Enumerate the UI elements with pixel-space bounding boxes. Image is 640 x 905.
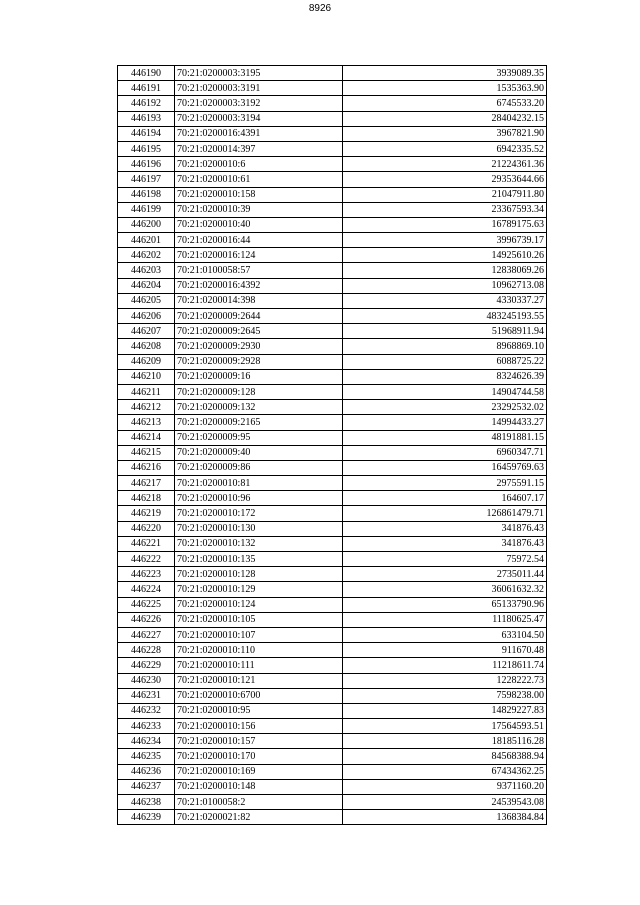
row-number-cell: 446204: [118, 278, 175, 293]
cadastral-number-cell: 70:21:0100058:57: [175, 263, 343, 278]
table-row: [118, 734, 547, 749]
cadastral-number-cell: 70:21:0200010:110: [175, 643, 343, 658]
cadastral-value-cell: 36061632.32: [343, 582, 547, 597]
row-number-cell: 446206: [118, 309, 175, 324]
table-row: [118, 202, 547, 217]
cadastral-number-cell: 70:21:0200010:121: [175, 673, 343, 688]
cadastral-value-cell: 1535363.90: [343, 81, 547, 96]
table-row: [118, 688, 547, 703]
row-number-cell: 446199: [118, 202, 175, 217]
row-number-cell: 446222: [118, 552, 175, 567]
row-number-cell: 446227: [118, 627, 175, 642]
row-number-cell: 446230: [118, 673, 175, 688]
cadastral-number-cell: 70:21:0200003:3194: [175, 111, 343, 126]
row-number-cell: 446221: [118, 536, 175, 551]
cadastral-number-cell: 70:21:0200010:95: [175, 703, 343, 718]
cadastral-number-cell: 70:21:0200010:130: [175, 521, 343, 536]
cadastral-number-cell: 70:21:0200009:2165: [175, 415, 343, 430]
cadastral-number-cell: 70:21:0200016:4392: [175, 278, 343, 293]
cadastral-number-cell: 70:21:0200010:61: [175, 172, 343, 187]
cadastral-value-cell: 2975591.15: [343, 476, 547, 491]
table-body: [118, 66, 547, 825]
cadastral-value-cell: 1228222.73: [343, 673, 547, 688]
table-row: [118, 354, 547, 369]
table-row: [118, 552, 547, 567]
cadastral-value-cell: 3967821.90: [343, 126, 547, 141]
table-row: [118, 81, 547, 96]
cadastral-number-cell: 70:21:0200003:3191: [175, 81, 343, 96]
row-number-cell: 446200: [118, 217, 175, 232]
cadastral-number-cell: 70:21:0200010:96: [175, 491, 343, 506]
cadastral-number-cell: 70:21:0200010:81: [175, 476, 343, 491]
row-number-cell: 446210: [118, 369, 175, 384]
row-number-cell: 446198: [118, 187, 175, 202]
table-row: [118, 187, 547, 202]
table-row: [118, 369, 547, 384]
cadastral-number-cell: 70:21:0200010:135: [175, 552, 343, 567]
row-number-cell: 446201: [118, 233, 175, 248]
row-number-cell: 446218: [118, 491, 175, 506]
row-number-cell: 446219: [118, 506, 175, 521]
cadastral-number-cell: 70:21:0200009:95: [175, 430, 343, 445]
table-row: [118, 597, 547, 612]
table-row: [118, 749, 547, 764]
cadastral-value-cell: 483245193.55: [343, 309, 547, 324]
row-number-cell: 446225: [118, 597, 175, 612]
cadastral-value-cell: 21047911.80: [343, 187, 547, 202]
table-row: [118, 673, 547, 688]
cadastral-value-cell: 48191881.15: [343, 430, 547, 445]
table-row: [118, 627, 547, 642]
cadastral-number-cell: 70:21:0200009:2928: [175, 354, 343, 369]
row-number-cell: 446223: [118, 567, 175, 582]
cadastral-value-cell: 6942335.52: [343, 141, 547, 156]
table-row: [118, 476, 547, 491]
row-number-cell: 446229: [118, 658, 175, 673]
table-row: [118, 141, 547, 156]
cadastral-value-cell: 8324626.39: [343, 369, 547, 384]
table-row: [118, 217, 547, 232]
table-row: [118, 339, 547, 354]
row-number-cell: 446226: [118, 612, 175, 627]
table-row: [118, 430, 547, 445]
table-row: [118, 445, 547, 460]
row-number-cell: 446237: [118, 779, 175, 794]
cadastral-value-cell: 24539543.08: [343, 795, 547, 810]
cadastral-number-cell: 70:21:0200010:172: [175, 506, 343, 521]
cadastral-number-cell: 70:21:0200010:169: [175, 764, 343, 779]
row-number-cell: 446224: [118, 582, 175, 597]
table-row: [118, 96, 547, 111]
table-row: [118, 506, 547, 521]
table-row: [118, 567, 547, 582]
cadastral-number-cell: 70:21:0200010:6: [175, 157, 343, 172]
cadastral-number-cell: 70:21:0200009:2644: [175, 309, 343, 324]
cadastral-value-cell: 21224361.36: [343, 157, 547, 172]
row-number-cell: 446195: [118, 141, 175, 156]
table-row: [118, 384, 547, 399]
cadastral-value-cell: 8968869.10: [343, 339, 547, 354]
cadastral-number-cell: 70:21:0200016:44: [175, 233, 343, 248]
table-row: [118, 400, 547, 415]
cadastral-value-cell: 341876.43: [343, 536, 547, 551]
row-number-cell: 446236: [118, 764, 175, 779]
row-number-cell: 446192: [118, 96, 175, 111]
cadastral-value-cell: 9371160.20: [343, 779, 547, 794]
table-row: [118, 293, 547, 308]
table-row: [118, 278, 547, 293]
table-row: [118, 66, 547, 81]
row-number-cell: 446203: [118, 263, 175, 278]
table-row: [118, 582, 547, 597]
row-number-cell: 446231: [118, 688, 175, 703]
row-number-cell: 446207: [118, 324, 175, 339]
cadastral-number-cell: 70:21:0200009:2930: [175, 339, 343, 354]
cadastral-number-cell: 70:21:0200009:40: [175, 445, 343, 460]
cadastral-value-cell: 14904744.58: [343, 384, 547, 399]
cadastral-value-cell: 1368384.84: [343, 810, 547, 825]
table-row: [118, 779, 547, 794]
cadastral-number-cell: 70:21:0200010:6700: [175, 688, 343, 703]
cadastral-value-cell: 14829227.83: [343, 703, 547, 718]
cadastral-number-cell: 70:21:0200010:107: [175, 627, 343, 642]
cadastral-value-cell: 14994433.27: [343, 415, 547, 430]
table-row: [118, 415, 547, 430]
cadastral-value-cell: 12838069.26: [343, 263, 547, 278]
cadastral-value-cell: 16459769.63: [343, 460, 547, 475]
row-number-cell: 446205: [118, 293, 175, 308]
row-number-cell: 446212: [118, 400, 175, 415]
row-number-cell: 446234: [118, 734, 175, 749]
cadastral-value-cell: 4330337.27: [343, 293, 547, 308]
cadastral-number-cell: 70:21:0200010:157: [175, 734, 343, 749]
cadastral-value-cell: 67434362.25: [343, 764, 547, 779]
table-row: [118, 248, 547, 263]
table-row: [118, 643, 547, 658]
cadastral-value-cell: 17564593.51: [343, 719, 547, 734]
cadastral-number-cell: 70:21:0100058:2: [175, 795, 343, 810]
cadastral-number-cell: 70:21:0200009:2645: [175, 324, 343, 339]
cadastral-number-cell: 70:21:0200010:132: [175, 536, 343, 551]
table-row: [118, 491, 547, 506]
cadastral-value-cell: 51968911.94: [343, 324, 547, 339]
cadastral-value-cell: 3996739.17: [343, 233, 547, 248]
cadastral-number-cell: 70:21:0200010:129: [175, 582, 343, 597]
cadastral-value-cell: 126861479.71: [343, 506, 547, 521]
row-number-cell: 446228: [118, 643, 175, 658]
cadastral-value-cell: 633104.50: [343, 627, 547, 642]
table-row: [118, 703, 547, 718]
cadastral-number-cell: 70:21:0200010:170: [175, 749, 343, 764]
row-number-cell: 446194: [118, 126, 175, 141]
cadastral-value-cell: 23292532.02: [343, 400, 547, 415]
table-row: [118, 172, 547, 187]
cadastral-number-cell: 70:21:0200009:16: [175, 369, 343, 384]
table-row: [118, 719, 547, 734]
row-number-cell: 446196: [118, 157, 175, 172]
cadastral-value-cell: 29353644.66: [343, 172, 547, 187]
row-number-cell: 446216: [118, 460, 175, 475]
cadastral-number-cell: 70:21:0200016:124: [175, 248, 343, 263]
cadastral-number-cell: 70:21:0200009:86: [175, 460, 343, 475]
row-number-cell: 446239: [118, 810, 175, 825]
cadastral-value-cell: 2735011.44: [343, 567, 547, 582]
cadastral-value-cell: 84568388.94: [343, 749, 547, 764]
cadastral-number-cell: 70:21:0200014:397: [175, 141, 343, 156]
table-row: [118, 612, 547, 627]
cadastral-number-cell: 70:21:0200010:148: [175, 779, 343, 794]
row-number-cell: 446238: [118, 795, 175, 810]
cadastral-value-cell: 10962713.08: [343, 278, 547, 293]
cadastral-value-cell: 11218611.74: [343, 658, 547, 673]
cadastral-value-cell: 164607.17: [343, 491, 547, 506]
cadastral-value-cell: 6960347.71: [343, 445, 547, 460]
row-number-cell: 446235: [118, 749, 175, 764]
cadastral-number-cell: 70:21:0200021:82: [175, 810, 343, 825]
cadastral-number-cell: 70:21:0200010:40: [175, 217, 343, 232]
table-row: [118, 521, 547, 536]
cadastral-value-cell: 11180625.47: [343, 612, 547, 627]
row-number-cell: 446202: [118, 248, 175, 263]
cadastral-number-cell: 70:21:0200014:398: [175, 293, 343, 308]
cadastral-value-cell: 16789175.63: [343, 217, 547, 232]
cadastral-value-cell: 6745533.20: [343, 96, 547, 111]
cadastral-value-cell: 75972.54: [343, 552, 547, 567]
row-number-cell: 446197: [118, 172, 175, 187]
table-row: [118, 263, 547, 278]
row-number-cell: 446232: [118, 703, 175, 718]
cadastral-number-cell: 70:21:0200016:4391: [175, 126, 343, 141]
row-number-cell: 446211: [118, 384, 175, 399]
table-row: [118, 460, 547, 475]
row-number-cell: 446191: [118, 81, 175, 96]
table-row: [118, 309, 547, 324]
table-row: [118, 810, 547, 825]
row-number-cell: 446215: [118, 445, 175, 460]
cadastral-number-cell: 70:21:0200010:39: [175, 202, 343, 217]
row-number-cell: 446217: [118, 476, 175, 491]
table-row: [118, 324, 547, 339]
cadastral-value-cell: 18185116.28: [343, 734, 547, 749]
row-number-cell: 446209: [118, 354, 175, 369]
table-row: [118, 658, 547, 673]
row-number-cell: 446208: [118, 339, 175, 354]
cadastral-number-cell: 70:21:0200010:124: [175, 597, 343, 612]
cadastral-number-cell: 70:21:0200003:3195: [175, 66, 343, 81]
cadastral-value-cell: 28404232.15: [343, 111, 547, 126]
table-row: [118, 126, 547, 141]
cadastral-value-cell: 7598238.00: [343, 688, 547, 703]
row-number-cell: 446213: [118, 415, 175, 430]
table-row: [118, 795, 547, 810]
cadastral-value-table: [117, 65, 547, 825]
page-number: 8926: [308, 3, 332, 14]
table-row: [118, 764, 547, 779]
cadastral-value-cell: 341876.43: [343, 521, 547, 536]
cadastral-number-cell: 70:21:0200009:128: [175, 384, 343, 399]
cadastral-number-cell: 70:21:0200010:158: [175, 187, 343, 202]
table-row: [118, 233, 547, 248]
cadastral-number-cell: 70:21:0200010:105: [175, 612, 343, 627]
cadastral-number-cell: 70:21:0200003:3192: [175, 96, 343, 111]
row-number-cell: 446214: [118, 430, 175, 445]
table-row: [118, 111, 547, 126]
cadastral-value-cell: 14925610.26: [343, 248, 547, 263]
row-number-cell: 446193: [118, 111, 175, 126]
row-number-cell: 446233: [118, 719, 175, 734]
cadastral-value-cell: 65133790.96: [343, 597, 547, 612]
row-number-cell: 446220: [118, 521, 175, 536]
row-number-cell: 446190: [118, 66, 175, 81]
cadastral-number-cell: 70:21:0200009:132: [175, 400, 343, 415]
cadastral-number-cell: 70:21:0200010:156: [175, 719, 343, 734]
cadastral-value-cell: 23367593.34: [343, 202, 547, 217]
cadastral-number-cell: 70:21:0200010:128: [175, 567, 343, 582]
table-row: [118, 536, 547, 551]
cadastral-value-cell: 3939089.35: [343, 66, 547, 81]
table-row: [118, 157, 547, 172]
cadastral-value-cell: 6088725.22: [343, 354, 547, 369]
cadastral-number-cell: 70:21:0200010:111: [175, 658, 343, 673]
cadastral-value-cell: 911670.48: [343, 643, 547, 658]
